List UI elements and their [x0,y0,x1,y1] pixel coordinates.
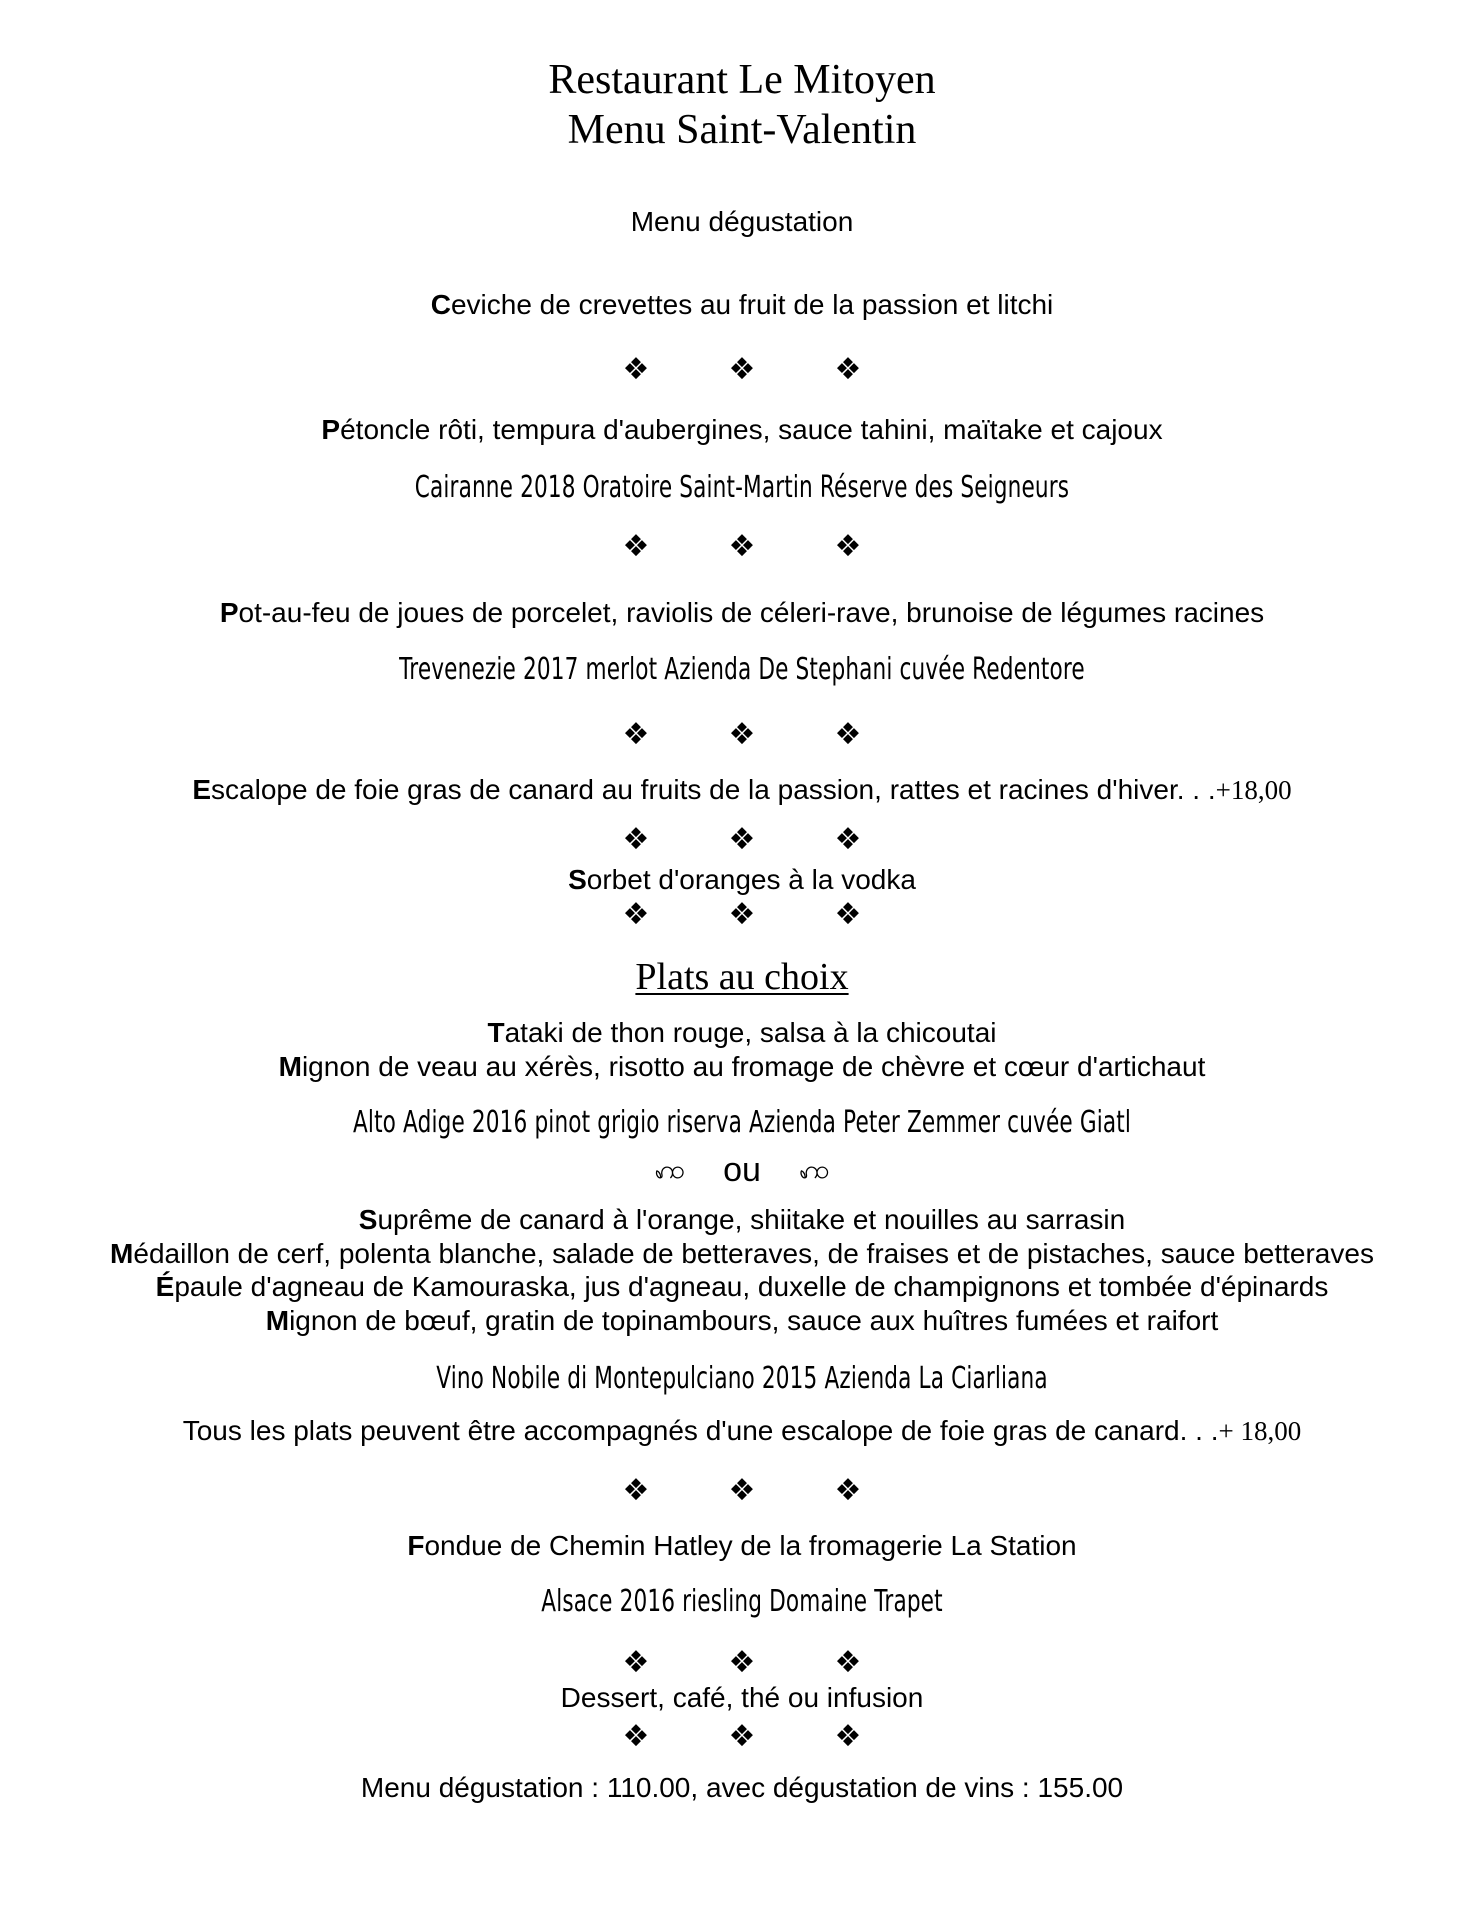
flourish-ornament-icon: ꩲ [798,1155,830,1185]
dish-text: étoncle rôti, tempura d'aubergines, sauce tahini, maïtake et cajoux [340,414,1163,445]
menu-subtitle: Menu dégustation [630,206,854,237]
wine-pairing: Alsace 2016 riesling Domaine Trapet [541,1584,943,1619]
diamond-ornament-icon: ❖ [622,717,650,752]
separator [0,898,1484,932]
separator [0,718,1484,752]
menu-name: Menu Saint-Valentin [567,107,917,153]
dish-initial: É [155,1271,175,1302]
wine-pairing: Alto Adige 2016 pinot grigio riserva Azienda Peter Zemmer cuvée Giatl [352,1105,1132,1140]
diamond-ornament-icon: ❖ [728,822,756,857]
diamond-ornament-icon: ❖ [728,717,756,752]
foie-gras-note [0,1414,1484,1448]
dish-text: uprême de canard à l'orange, shiitake et nouilles au sarrasin [377,1204,1126,1235]
dish-text: paule d'agneau de Kamouraska, jus d'agneau, duxelle de champignons et tombée d'épinards [174,1271,1329,1302]
diamond-ornament-icon: ❖ [834,717,862,752]
diamond-ornament-icon: ❖ [622,1719,650,1754]
dish-text: ataki de thon rouge, salsa à la chicoutai [504,1017,997,1048]
dish-initial: S [568,864,587,895]
dish-text: ignon de bœuf, gratin de topinambours, sauce aux huîtres fumées et raifort [289,1305,1219,1336]
diamond-ornament-icon: ❖ [728,352,756,387]
dish-text: eviche de crevettes au fruit de la passion et litchi [450,289,1054,320]
dish-text: scalope de foie gras de canard au fruits de la passion, rattes et racines d'hiver. . . [211,774,1216,805]
dish-text: ondue de Chemin Hatley de la fromagerie La Station [424,1530,1077,1561]
course-fondue [0,1529,1484,1563]
section-title-plats: Plats au choix [635,956,849,998]
dessert-line: Dessert, café, thé ou infusion [560,1682,924,1713]
or-label: ou [723,1151,761,1189]
course-escalope [0,773,1484,807]
or-divider [0,1150,1484,1190]
plat-tataki [0,1016,1484,1050]
diamond-ornament-icon: ❖ [728,897,756,932]
course-pot-au-feu [0,596,1484,630]
dish-text: ot-au-feu de joues de porcelet, raviolis de céleri-rave, brunoise de légumes racines [238,597,1265,628]
diamond-ornament-icon: ❖ [622,1473,650,1508]
dish-initial: M [265,1305,290,1336]
dish-text: orbet d'oranges à la vodka [586,864,916,895]
diamond-ornament-icon: ❖ [728,1645,756,1680]
restaurant-name: Restaurant Le Mitoyen [548,57,936,103]
diamond-ornament-icon: ❖ [622,1645,650,1680]
course-ceviche [0,288,1484,322]
diamond-ornament-icon: ❖ [728,529,756,564]
separator [0,530,1484,564]
diamond-ornament-icon: ❖ [834,1719,862,1754]
dish-initial: F [407,1530,425,1561]
diamond-ornament-icon: ❖ [834,1645,862,1680]
diamond-ornament-icon: ❖ [834,529,862,564]
diamond-ornament-icon: ❖ [728,1719,756,1754]
wine-pairing: Vino Nobile di Montepulciano 2015 Azienda La Ciarliana [436,1361,1048,1396]
dish-initial: P [219,597,239,628]
diamond-ornament-icon: ❖ [834,1473,862,1508]
menu-pricing: Menu dégustation : 110.00, avec dégustation de vins : 155.00 [360,1772,1124,1803]
plat-mignon-boeuf [0,1304,1484,1338]
supplement-price: +18,00 [1215,775,1292,805]
dish-initial: S [358,1204,378,1235]
supplement-price: + 18,00 [1218,1416,1302,1446]
diamond-ornament-icon: ❖ [834,897,862,932]
wine-pairing: Trevenezie 2017 merlot Azienda De Stephani cuvée Redentore [399,652,1085,687]
dish-text: Tous les plats peuvent être accompagnés d'une escalope de foie gras de canard. . . [182,1415,1219,1446]
dish-initial: M [278,1051,302,1082]
diamond-ornament-icon: ❖ [728,1473,756,1508]
separator [0,1474,1484,1508]
dish-initial: P [321,414,341,445]
course-petoncle [0,413,1484,447]
diamond-ornament-icon: ❖ [834,822,862,857]
diamond-ornament-icon: ❖ [622,822,650,857]
dish-initial: M [110,1238,134,1269]
diamond-ornament-icon: ❖ [622,529,650,564]
dish-initial: T [487,1017,505,1048]
dish-initial: E [192,774,212,805]
diamond-ornament-icon: ❖ [834,352,862,387]
flourish-ornament-icon: ꩲ [654,1155,686,1185]
plat-supreme-canard [0,1203,1484,1237]
plat-medaillon-cerf [0,1237,1484,1271]
course-sorbet [0,863,1484,897]
dish-text: édaillon de cerf, polenta blanche, salade de betteraves, de fraises et de pistaches, sauce betteraves [133,1238,1374,1269]
plat-mignon-veau [0,1050,1484,1084]
wine-pairing: Cairanne 2018 Oratoire Saint-Martin Réserve des Seigneurs [414,470,1070,505]
dish-text: ignon de veau au xérès, risotto au fromage de chèvre et cœur d'artichaut [301,1051,1206,1082]
plat-epaule-agneau [0,1270,1484,1304]
dish-initial: C [430,289,451,320]
separator [0,1646,1484,1680]
separator [0,1720,1484,1754]
diamond-ornament-icon: ❖ [622,352,650,387]
diamond-ornament-icon: ❖ [622,897,650,932]
separator [0,353,1484,387]
separator [0,823,1484,857]
